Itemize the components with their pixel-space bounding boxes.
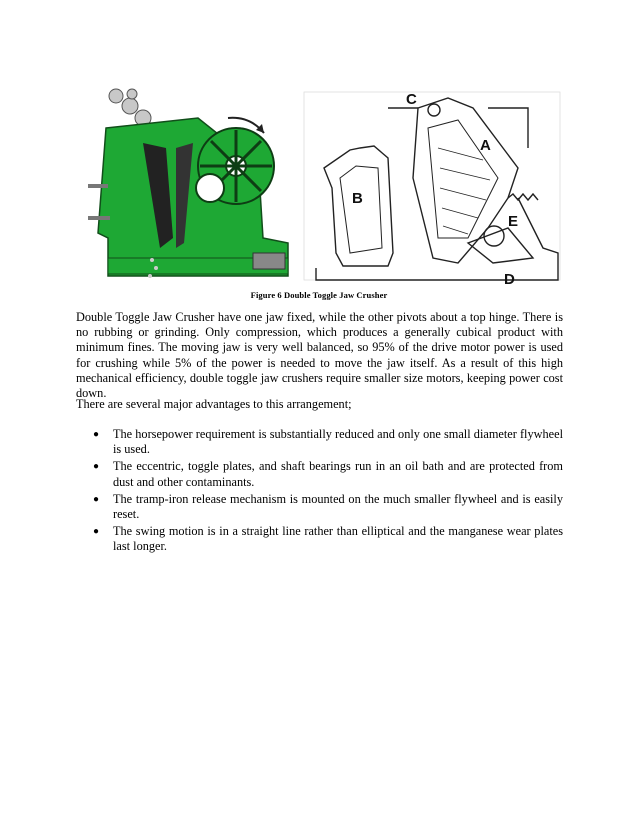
bullet-icon: ● [93,493,100,505]
bullet-icon: ● [93,461,100,473]
list-item [76,427,563,457]
label-a: A [480,137,491,154]
bullet-icon: ● [93,429,100,440]
advantages-list [76,427,563,557]
body-paragraph: Double Toggle Jaw Crusher have one jaw fixed, while the other pivots about a top hinge. There is no rubbing or grinding. Only compression, which produces a generally cubical product with minimum fines. The moving jaw is very well balanced, so 95% of the drive motor power is used for crushing while 5% of the power is needed to move the jaw itself. As a result of this high mechanical efficiency, double toggle jaw crushers require smaller size motors, keeping power cost down. [76,310,563,401]
label-b: B [352,190,363,207]
label-d: D [504,271,515,288]
list-item-text: The eccentric, toggle plates, and shaft bearings run in an oil bath and are protected from dust and other contaminants. [113,459,563,489]
advantages-intro: There are several major advantages to this arrangement; [76,397,352,411]
label-e: E [508,213,519,230]
list-item-text: The tramp-iron release mechanism is mounted on the much smaller flywheel and is easily reset. [113,491,563,522]
labelled-crusher-diagram [304,92,560,280]
label-c: C [406,91,417,108]
list-item [76,492,563,522]
green-crusher-illustration [88,88,294,288]
list-item [76,459,563,489]
list-item-text: The swing motion is in a straight line rather than elliptical and the manganese wear plates last longer. [113,524,563,554]
list-item-text: The horsepower requirement is substantially reduced and only one small diameter flywheel is used. [113,427,563,457]
bullet-icon: ● [93,526,100,538]
list-item [76,524,563,554]
crusher-figure [88,88,562,288]
figure-caption: Figure 6 Double Toggle Jaw Crusher [250,290,388,300]
